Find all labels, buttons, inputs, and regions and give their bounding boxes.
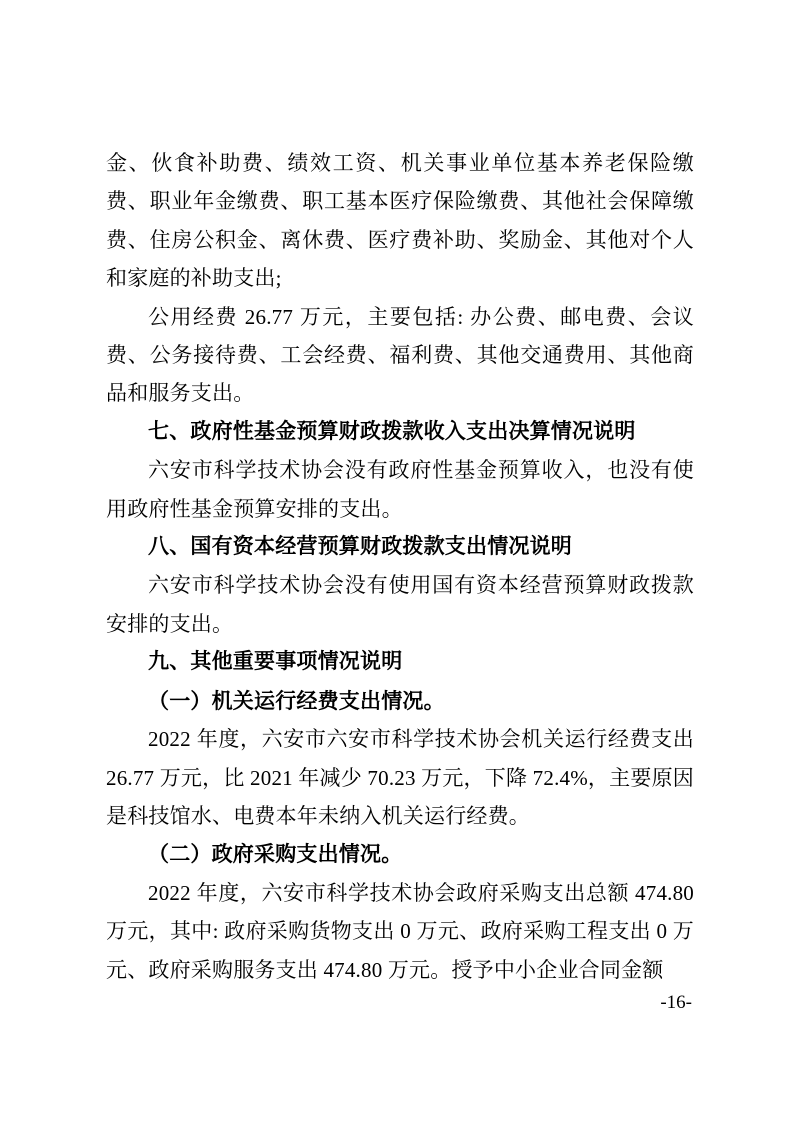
document-body: [106, 144, 694, 989]
paragraph-state-capital-budget: 六安市科学技术协会没有使用国有资本经营预算财政拨款安排的支出。: [106, 573, 694, 636]
paragraph-public-expense: 公用经费 26.77 万元，主要包括: 办公费、邮电费、会议费、公务接待费、工会经费、福利费、其他交通费用、其他商品和服务支出。: [106, 304, 694, 406]
paragraph-personnel-subsidy-continuation: 金、伙食补助费、绩效工资、机关事业单位基本养老保险缴费、职业年金缴费、职工基本医疗保险缴费、其他社会保障缴费、住房公积金、离休费、医疗费补助、奖励金、其他对个人和家庭的补助支出;: [106, 151, 694, 291]
heading-section-9: 九、其他重要事项情况说明: [148, 650, 403, 674]
paragraph-government-procurement-detail: 2022 年度，六安市科学技术协会政府采购支出总额 474.80 万元，其中: 政府采购货物支出 0 万元、政府采购工程支出 0 万元、政府采购服务支出 474.80 万元。授予中小企业合同金额: [106, 880, 694, 982]
page-number: -16-: [660, 992, 692, 1013]
paragraph-government-fund-budget: 六安市科学技术协会没有政府性基金预算收入，也没有使用政府性基金预算安排的支出。: [106, 458, 694, 521]
subheading-operating-expense: （一）机关运行经费支出情况。: [148, 688, 445, 713]
subheading-government-procurement: （二）政府采购支出情况。: [148, 842, 403, 867]
heading-section-7: 七、政府性基金预算财政拨款收入支出决算情况说明: [148, 419, 636, 443]
heading-section-8: 八、国有资本经营预算财政拨款支出情况说明: [148, 535, 572, 559]
paragraph-operating-expense-detail: 2022 年度，六安市六安市科学技术协会机关运行经费支出 26.77 万元，比 2021 年减少 70.23 万元，下降 72.4%，主要原因是科技馆水、电费本年未纳入机关运行经费。: [106, 727, 694, 828]
